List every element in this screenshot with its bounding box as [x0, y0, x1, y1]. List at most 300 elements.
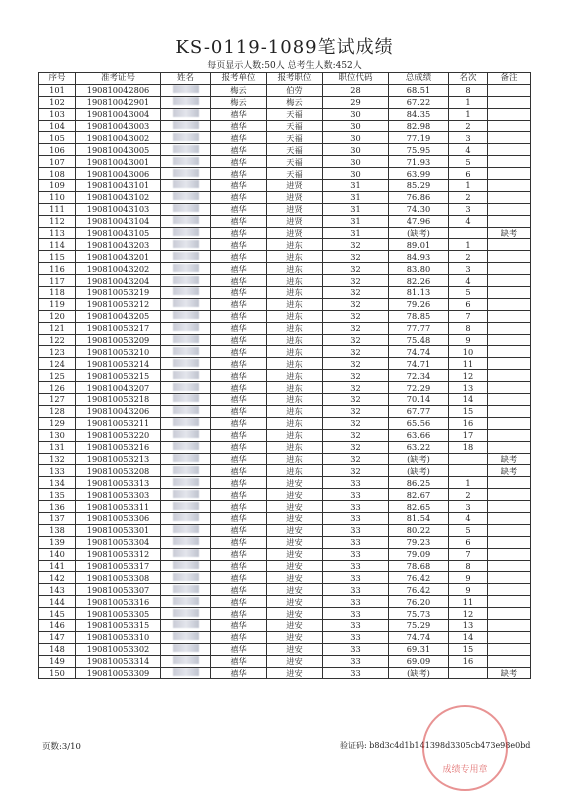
table-cell: 122 — [39, 334, 76, 346]
name-cell-redacted — [161, 417, 211, 429]
table-cell: 缺考 — [488, 453, 531, 465]
table-cell: 123 — [39, 346, 76, 358]
table-cell: 进东 — [267, 370, 323, 382]
table-cell — [488, 239, 531, 251]
table-cell: (缺考) — [389, 667, 449, 679]
name-cell-redacted — [161, 667, 211, 679]
name-cell-redacted — [161, 631, 211, 643]
table-cell: 11 — [449, 596, 488, 608]
table-cell: 进安 — [267, 631, 323, 643]
name-cell-redacted — [161, 310, 211, 322]
redacted-name-blur — [173, 216, 199, 224]
table-cell: 进东 — [267, 441, 323, 453]
name-cell-redacted — [161, 643, 211, 655]
document-subtitle: 每页显示人数:50人 总考生人数:452人 — [207, 61, 362, 71]
table-row — [39, 358, 531, 370]
table-cell — [449, 227, 488, 239]
redacted-name-blur — [173, 668, 199, 676]
table-cell: 32 — [323, 298, 389, 310]
table-cell: 2 — [449, 191, 488, 203]
col-header: 职位代码 — [323, 73, 389, 85]
redacted-name-blur — [173, 466, 199, 474]
table-cell: 进东 — [267, 417, 323, 429]
redacted-name-blur — [173, 632, 199, 640]
table-cell: 禧华 — [211, 370, 267, 382]
name-cell-redacted — [161, 572, 211, 584]
table-cell: 进安 — [267, 655, 323, 667]
table-cell: 禧华 — [211, 417, 267, 429]
table-cell — [488, 417, 531, 429]
table-row — [39, 310, 531, 322]
redacted-name-blur — [173, 418, 199, 426]
name-cell-redacted — [161, 156, 211, 168]
table-cell: 28 — [323, 84, 389, 96]
name-cell-redacted — [161, 108, 211, 120]
table-cell: 33 — [323, 572, 389, 584]
table-cell: 107 — [39, 156, 76, 168]
table-cell: 2 — [449, 489, 488, 501]
name-cell-redacted — [161, 287, 211, 299]
table-cell: 32 — [323, 370, 389, 382]
table-cell: (缺考) — [389, 453, 449, 465]
table-row — [39, 608, 531, 620]
seal-text: 成绩专用章 — [442, 765, 488, 775]
name-cell-redacted — [161, 132, 211, 144]
table-cell: 134 — [39, 477, 76, 489]
table-cell: 190810053213 — [76, 453, 161, 465]
table-cell: 进贤 — [267, 191, 323, 203]
table-cell: 进安 — [267, 596, 323, 608]
table-row — [39, 441, 531, 453]
table-cell: 禧华 — [211, 239, 267, 251]
table-cell: 天福 — [267, 144, 323, 156]
table-cell: 190810053301 — [76, 524, 161, 536]
name-cell-redacted — [161, 584, 211, 596]
table-cell: 78.68 — [389, 560, 449, 572]
table-cell: 4 — [449, 215, 488, 227]
table-cell: 16 — [449, 417, 488, 429]
table-cell — [488, 322, 531, 334]
table-cell: 86.25 — [389, 477, 449, 489]
table-cell: 32 — [323, 394, 389, 406]
name-cell-redacted — [161, 322, 211, 334]
table-cell: 2 — [449, 120, 488, 132]
table-row — [39, 477, 531, 489]
table-cell — [488, 560, 531, 572]
table-cell — [488, 120, 531, 132]
table-cell: 190810053311 — [76, 501, 161, 513]
table-cell: 75.29 — [389, 619, 449, 631]
table-cell: 31 — [323, 215, 389, 227]
table-row — [39, 429, 531, 441]
name-cell-redacted — [161, 215, 211, 227]
table-cell: 禧华 — [211, 477, 267, 489]
redacted-name-blur — [173, 276, 199, 284]
redacted-name-blur — [173, 169, 199, 177]
table-cell: 6 — [449, 168, 488, 180]
table-cell: 190810053214 — [76, 358, 161, 370]
table-cell: 进东 — [267, 453, 323, 465]
redacted-name-blur — [173, 537, 199, 545]
table-cell: 130 — [39, 429, 76, 441]
table-cell: 74.30 — [389, 203, 449, 215]
name-cell-redacted — [161, 263, 211, 275]
table-cell: 禧华 — [211, 132, 267, 144]
table-cell: 101 — [39, 84, 76, 96]
table-cell: 禧华 — [211, 655, 267, 667]
document-title: KS-0119-1089笔试成绩 — [175, 37, 394, 58]
name-cell-redacted — [161, 334, 211, 346]
table-cell: 进安 — [267, 560, 323, 572]
table-cell: 33 — [323, 643, 389, 655]
table-cell: 30 — [323, 108, 389, 120]
table-cell: 禧华 — [211, 560, 267, 572]
table-cell — [488, 156, 531, 168]
redacted-name-blur — [173, 97, 199, 105]
table-cell: 禧华 — [211, 631, 267, 643]
table-cell: 190810043102 — [76, 191, 161, 203]
table-cell: 5 — [449, 524, 488, 536]
table-cell: 14 — [449, 631, 488, 643]
table-cell: 79.26 — [389, 298, 449, 310]
redacted-name-blur — [173, 180, 199, 188]
redacted-name-blur — [173, 252, 199, 260]
table-cell: 82.26 — [389, 275, 449, 287]
table-cell: 禧华 — [211, 287, 267, 299]
table-cell — [488, 405, 531, 417]
table-cell: 104 — [39, 120, 76, 132]
table-cell: 67.77 — [389, 405, 449, 417]
name-cell-redacted — [161, 227, 211, 239]
table-row — [39, 560, 531, 572]
name-cell-redacted — [161, 655, 211, 667]
table-cell — [488, 287, 531, 299]
table-row — [39, 596, 531, 608]
table-cell: 进东 — [267, 346, 323, 358]
table-cell: 146 — [39, 619, 76, 631]
table-cell: 梅云 — [267, 96, 323, 108]
table-cell: 32 — [323, 465, 389, 477]
table-cell: 133 — [39, 465, 76, 477]
table-cell: 190810043103 — [76, 203, 161, 215]
redacted-name-blur — [173, 478, 199, 486]
table-cell: 13 — [449, 619, 488, 631]
table-cell: 30 — [323, 168, 389, 180]
table-cell: 进安 — [267, 548, 323, 560]
table-cell: 70.14 — [389, 394, 449, 406]
table-cell: 32 — [323, 239, 389, 251]
table-cell: 进安 — [267, 512, 323, 524]
table-cell: 69.09 — [389, 655, 449, 667]
table-cell: 禧华 — [211, 405, 267, 417]
table-cell — [488, 477, 531, 489]
name-cell-redacted — [161, 382, 211, 394]
table-cell: 190810043205 — [76, 310, 161, 322]
table-cell: 进安 — [267, 572, 323, 584]
table-cell: 32 — [323, 346, 389, 358]
table-cell: 15 — [449, 643, 488, 655]
table-cell — [488, 203, 531, 215]
table-cell: 33 — [323, 501, 389, 513]
table-cell: 82.65 — [389, 501, 449, 513]
table-cell — [488, 275, 531, 287]
name-cell-redacted — [161, 453, 211, 465]
table-cell: 190810053309 — [76, 667, 161, 679]
table-cell: 114 — [39, 239, 76, 251]
table-cell — [488, 298, 531, 310]
table-cell — [488, 441, 531, 453]
table-row — [39, 584, 531, 596]
table-cell: 117 — [39, 275, 76, 287]
table-cell: 33 — [323, 596, 389, 608]
table-cell — [488, 96, 531, 108]
table-cell: 禧华 — [211, 429, 267, 441]
table-row — [39, 489, 531, 501]
table-row — [39, 382, 531, 394]
table-row — [39, 370, 531, 382]
table-cell: 190810053303 — [76, 489, 161, 501]
name-cell-redacted — [161, 548, 211, 560]
name-cell-redacted — [161, 168, 211, 180]
table-cell: 111 — [39, 203, 76, 215]
table-cell: 梅云 — [211, 96, 267, 108]
table-cell: 190810043104 — [76, 215, 161, 227]
table-cell: 80.22 — [389, 524, 449, 536]
table-cell: 32 — [323, 417, 389, 429]
table-cell: 9 — [449, 572, 488, 584]
name-cell-redacted — [161, 394, 211, 406]
table-cell: 84.93 — [389, 251, 449, 263]
table-cell: 4 — [449, 512, 488, 524]
name-cell-redacted — [161, 120, 211, 132]
table-cell: 11 — [449, 358, 488, 370]
table-cell: 33 — [323, 560, 389, 572]
redacted-name-blur — [173, 299, 199, 307]
table-cell: 190810043001 — [76, 156, 161, 168]
table-cell: 禧华 — [211, 512, 267, 524]
table-cell — [488, 251, 531, 263]
table-row — [39, 572, 531, 584]
table-cell: 33 — [323, 489, 389, 501]
table-cell: 190810053317 — [76, 560, 161, 572]
table-cell: 138 — [39, 524, 76, 536]
table-row — [39, 203, 531, 215]
table-cell: 190810053313 — [76, 477, 161, 489]
name-cell-redacted — [161, 346, 211, 358]
table-cell: 天福 — [267, 132, 323, 144]
table-cell: 128 — [39, 405, 76, 417]
table-cell: 9 — [449, 584, 488, 596]
name-cell-redacted — [161, 608, 211, 620]
table-cell: 禧华 — [211, 156, 267, 168]
table-cell: 63.99 — [389, 168, 449, 180]
table-cell: 190810053220 — [76, 429, 161, 441]
table-cell: 190810043206 — [76, 405, 161, 417]
table-cell: 76.42 — [389, 584, 449, 596]
table-cell — [488, 108, 531, 120]
table-cell: 进东 — [267, 287, 323, 299]
table-row — [39, 548, 531, 560]
name-cell-redacted — [161, 560, 211, 572]
table-cell: 124 — [39, 358, 76, 370]
table-row — [39, 394, 531, 406]
table-cell: 进东 — [267, 394, 323, 406]
table-cell: 禧华 — [211, 334, 267, 346]
name-cell-redacted — [161, 619, 211, 631]
redacted-name-blur — [173, 597, 199, 605]
table-cell: 63.66 — [389, 429, 449, 441]
redacted-name-blur — [173, 240, 199, 248]
table-cell — [449, 453, 488, 465]
table-cell: 74.71 — [389, 358, 449, 370]
col-header: 名次 — [449, 73, 488, 85]
name-cell-redacted — [161, 536, 211, 548]
table-cell: 4 — [449, 275, 488, 287]
redacted-name-blur — [173, 656, 199, 664]
table-cell: 190810043105 — [76, 227, 161, 239]
table-cell: 禧华 — [211, 548, 267, 560]
table-row — [39, 405, 531, 417]
table-cell: 33 — [323, 631, 389, 643]
table-cell: 17 — [449, 429, 488, 441]
table-cell: 禧华 — [211, 608, 267, 620]
table-cell: 禧华 — [211, 191, 267, 203]
table-cell: 3 — [449, 501, 488, 513]
col-header: 准考证号 — [76, 73, 161, 85]
table-cell: 139 — [39, 536, 76, 548]
table-cell: 31 — [323, 180, 389, 192]
name-cell-redacted — [161, 358, 211, 370]
table-cell: 32 — [323, 358, 389, 370]
col-header: 报考单位 — [211, 73, 267, 85]
table-cell: 天福 — [267, 168, 323, 180]
table-row — [39, 84, 531, 96]
col-header: 备注 — [488, 73, 531, 85]
table-cell — [488, 382, 531, 394]
table-cell: 190810043101 — [76, 180, 161, 192]
table-cell: 118 — [39, 287, 76, 299]
table-row — [39, 298, 531, 310]
table-cell: 进安 — [267, 619, 323, 631]
table-row — [39, 263, 531, 275]
table-cell: 禧华 — [211, 180, 267, 192]
table-cell: 89.01 — [389, 239, 449, 251]
name-cell-redacted — [161, 429, 211, 441]
name-cell-redacted — [161, 191, 211, 203]
table-cell: 16 — [449, 655, 488, 667]
table-cell: 82.98 — [389, 120, 449, 132]
table-cell: 190810053212 — [76, 298, 161, 310]
table-cell: 缺考 — [488, 667, 531, 679]
table-cell: 12 — [449, 370, 488, 382]
redacted-name-blur — [173, 502, 199, 510]
table-cell: 禧华 — [211, 643, 267, 655]
name-cell-redacted — [161, 275, 211, 287]
table-cell: 禧华 — [211, 441, 267, 453]
table-cell: 190810053304 — [76, 536, 161, 548]
table-cell: 68.51 — [389, 84, 449, 96]
table-cell: 143 — [39, 584, 76, 596]
table-cell — [488, 144, 531, 156]
table-cell: 79.09 — [389, 548, 449, 560]
table-cell: 7 — [449, 548, 488, 560]
table-cell: 149 — [39, 655, 76, 667]
table-cell — [488, 358, 531, 370]
table-cell: (缺考) — [389, 465, 449, 477]
table-cell: 禧华 — [211, 263, 267, 275]
redacted-name-blur — [173, 513, 199, 521]
table-row — [39, 96, 531, 108]
table-cell: 190810053314 — [76, 655, 161, 667]
table-cell: 禧华 — [211, 524, 267, 536]
table-cell: 32 — [323, 251, 389, 263]
redacted-name-blur — [173, 311, 199, 319]
table-cell: 147 — [39, 631, 76, 643]
table-cell: 3 — [449, 132, 488, 144]
table-cell — [488, 346, 531, 358]
table-cell: 32 — [323, 453, 389, 465]
table-cell: 禧华 — [211, 453, 267, 465]
table-cell: 3 — [449, 263, 488, 275]
table-cell: 进东 — [267, 382, 323, 394]
table-cell: 190810053312 — [76, 548, 161, 560]
redacted-name-blur — [173, 371, 199, 379]
redacted-name-blur — [173, 644, 199, 652]
table-cell: 进东 — [267, 298, 323, 310]
table-cell: 禧华 — [211, 108, 267, 120]
table-cell: 31 — [323, 203, 389, 215]
table-cell: 33 — [323, 524, 389, 536]
table-cell: 78.85 — [389, 310, 449, 322]
table-cell: 74.74 — [389, 346, 449, 358]
table-cell: 进东 — [267, 429, 323, 441]
table-cell: 3 — [449, 203, 488, 215]
table-cell: 禧华 — [211, 489, 267, 501]
table-cell: 132 — [39, 453, 76, 465]
table-row — [39, 239, 531, 251]
table-cell: 9 — [449, 334, 488, 346]
table-cell: 1 — [449, 239, 488, 251]
table-header-row — [39, 73, 531, 85]
name-cell-redacted — [161, 596, 211, 608]
name-cell-redacted — [161, 501, 211, 513]
table-cell — [449, 667, 488, 679]
table-cell: 83.80 — [389, 263, 449, 275]
table-cell: 190810053215 — [76, 370, 161, 382]
table-cell: 190810043006 — [76, 168, 161, 180]
table-cell: 33 — [323, 512, 389, 524]
redacted-name-blur — [173, 394, 199, 402]
table-row — [39, 465, 531, 477]
table-cell: 190810053208 — [76, 465, 161, 477]
redacted-name-blur — [173, 609, 199, 617]
table-cell: 103 — [39, 108, 76, 120]
table-cell — [488, 84, 531, 96]
table-cell: 进安 — [267, 536, 323, 548]
table-cell: 65.56 — [389, 417, 449, 429]
table-cell — [488, 548, 531, 560]
table-cell: 33 — [323, 477, 389, 489]
table-cell: 伯劳 — [267, 84, 323, 96]
table-cell: 190810053316 — [76, 596, 161, 608]
table-cell: 125 — [39, 370, 76, 382]
table-cell — [488, 512, 531, 524]
table-cell: 127 — [39, 394, 76, 406]
table-cell: (缺考) — [389, 227, 449, 239]
table-cell: 69.31 — [389, 643, 449, 655]
table-cell: 190810053315 — [76, 619, 161, 631]
table-cell: 15 — [449, 405, 488, 417]
